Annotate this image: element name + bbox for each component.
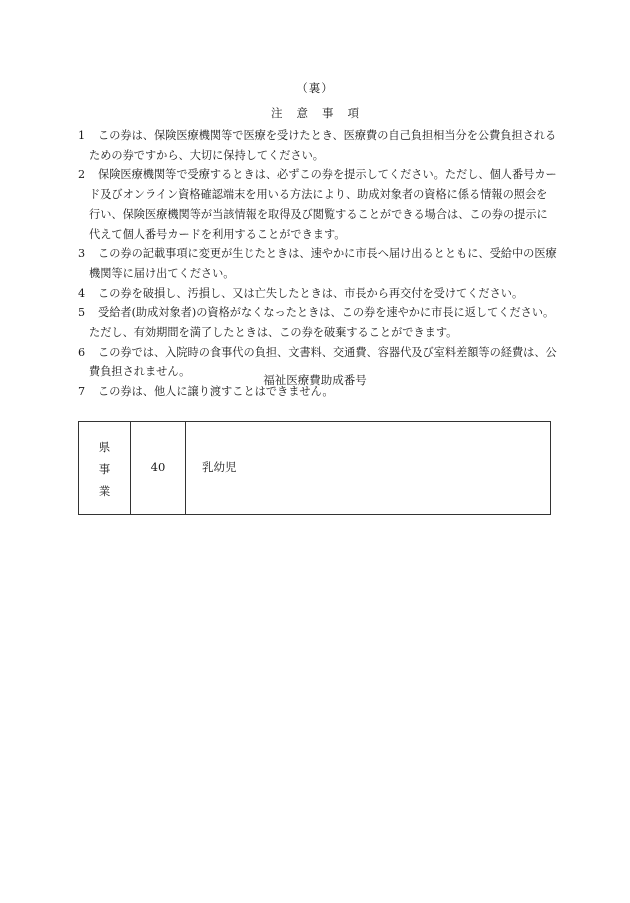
note-number: 1 <box>78 129 86 142</box>
program-kind-char: 県 <box>98 440 111 454</box>
note-number: 3 <box>78 247 86 261</box>
note-text: この券の記載事項に変更が生じたときは、速やかに市長へ届け出るとともに、受給中の医療機関等に届け出てください。 <box>89 247 557 280</box>
notes-title-char: 事 <box>322 106 334 120</box>
program-kind-cell <box>79 422 131 514</box>
note-item <box>78 165 558 244</box>
notes-list <box>78 126 558 402</box>
note-text: この券では、入院時の食事代の負担、文書料、交通費、容器代及び室料差額等の経費は、公費負担されません。 <box>89 345 557 379</box>
note-number: 2 <box>78 168 86 182</box>
note-text: 受給者(助成対象者)の資格がなくなったときは、この券を速やかに市長に返してください。ただし、有効期間を満了したときは、この券を破棄することができます。 <box>89 306 555 340</box>
note-item <box>78 303 558 342</box>
welfare-number-table <box>78 421 551 515</box>
note-text: 保険医療機関等で受療するときは、必ずこの券を提示してください。ただし、個人番号カード及びオンライン資格確認端末を用いる方法により、助成対象者の資格に係る情報の照会を行い、保険医療機関等が当該情報を取得及び閲覧することができる場合は、この券の提示に代えて個人番号カードを利用することができます。 <box>89 168 557 241</box>
notes-title-char: 項 <box>347 106 359 120</box>
note-item <box>78 244 558 283</box>
program-code-cell <box>131 422 186 514</box>
note-number: 6 <box>78 345 86 359</box>
program-kind-char: 事 <box>98 462 111 476</box>
notes-title-char: 注 <box>271 106 283 120</box>
program-code: 40 <box>150 460 166 474</box>
notes-title <box>0 105 630 121</box>
notes-title-char: 意 <box>296 106 308 120</box>
welfare-number-label: 福祉医療費助成番号 <box>263 373 367 387</box>
classification-cell <box>186 422 550 514</box>
note-number: 7 <box>78 385 86 399</box>
program-kind-char: 業 <box>98 484 111 498</box>
note-item <box>78 284 558 304</box>
note-item <box>78 126 558 165</box>
note-text: この券は、他人に譲り渡すことはできません。 <box>98 385 334 399</box>
note-number: 5 <box>78 306 86 320</box>
note-text: この券を破損し、汚損し、又は亡失したときは、市長から再交付を受けてください。 <box>98 286 524 300</box>
classification-value: 乳幼児 <box>202 460 237 474</box>
note-text: この券は、保険医療機関等で医療を受けたとき、医療費の自己負担相当分を公費負担されるための券ですから、大切に保持してください。 <box>89 129 557 162</box>
note-number: 4 <box>78 286 86 300</box>
back-side-label: （裏） <box>296 81 334 95</box>
